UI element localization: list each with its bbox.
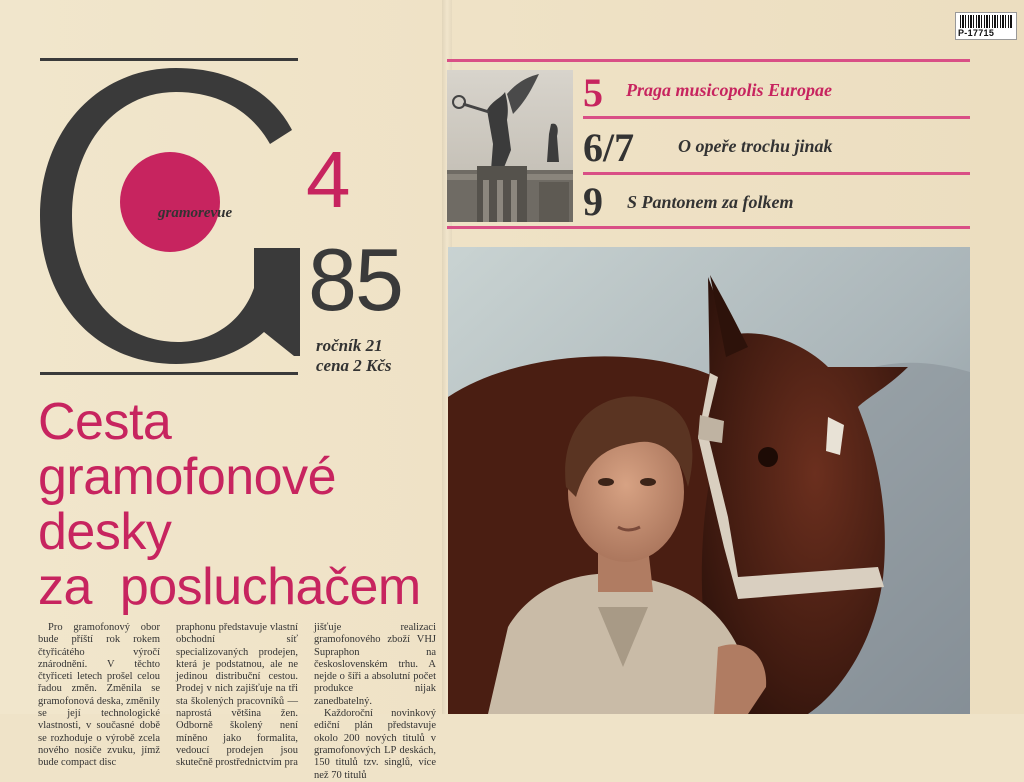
headline-line: gramofonové	[38, 448, 337, 506]
toc-title: O opeře trochu jinak	[678, 136, 833, 156]
issue-number: 4	[306, 135, 351, 224]
toc-page-number: 5	[583, 70, 603, 115]
toc-top-rule	[447, 59, 970, 62]
toc-bottom-rule	[447, 226, 970, 229]
article-column-1	[38, 622, 160, 769]
volume-label: ročník 21	[316, 336, 383, 355]
price-label: cena 2 Kčs	[316, 356, 392, 375]
toc-rule-1	[583, 116, 970, 119]
barcode-code: P-17715	[958, 28, 995, 38]
article-column-3	[314, 622, 436, 781]
statue-photo	[447, 70, 573, 222]
barcode-label	[955, 12, 1017, 40]
headline-line: Cesta	[38, 393, 172, 451]
barcode-bars	[960, 15, 1012, 28]
toc-page-number: 9	[583, 179, 603, 224]
article-paragraph: Pro gramofonový obor bude příští rok rokem čtyřicátého výročí znárodnění. V těchto čtyřiceti letech prošel celou řadou změn. Změnila se gramofonová deska, změnily se její technologické vlastnosti, v současné době se rozhoduje o výrobě zcela nového nosiče zvuku, jímž bude compact disc	[38, 622, 160, 769]
issue-year: 85	[308, 230, 402, 329]
cover-photo-boy-with-horse	[448, 247, 970, 714]
toc-page-number: 6/7	[583, 125, 635, 170]
toc-title: Praga musicopolis Europae	[626, 80, 833, 100]
toc-rule-2	[583, 172, 970, 175]
pink-circle	[120, 152, 220, 252]
article-paragraph: jišťuje realizaci gramofonového zboží VHJ Supraphon na československém trhu. A nejde o šíři a absolutní počet produkce nijak zanedbatelný.	[314, 622, 436, 707]
article-paragraph: Každoroční novinkový ediční plán představuje okolo 200 nových titulů v gramofonových LP deskách, 150 titulů tzv. singlů, více než 70 titulů	[314, 708, 436, 781]
headline-line: za posluchačem	[38, 558, 421, 616]
headline	[38, 395, 421, 615]
toc-title: S Pantonem za folkem	[627, 192, 794, 212]
headline-line: desky	[38, 503, 172, 561]
brand-name: gramorevue	[158, 205, 233, 221]
masthead-bottom-rule	[40, 372, 298, 375]
article-paragraph: praphonu představuje vlastní obchodní síť specializovaných prodejen, která je podstatnou, ale ne jedinou distribuční cestou. Prodej v nich zajišťuje na tři sta školených pracovníků — naprostá většina žen. Odborně školený není míněno jako formalita, vedoucí prodejen jsou skutečně prostřednictvím pra	[176, 622, 298, 769]
article-column-2	[176, 622, 298, 769]
